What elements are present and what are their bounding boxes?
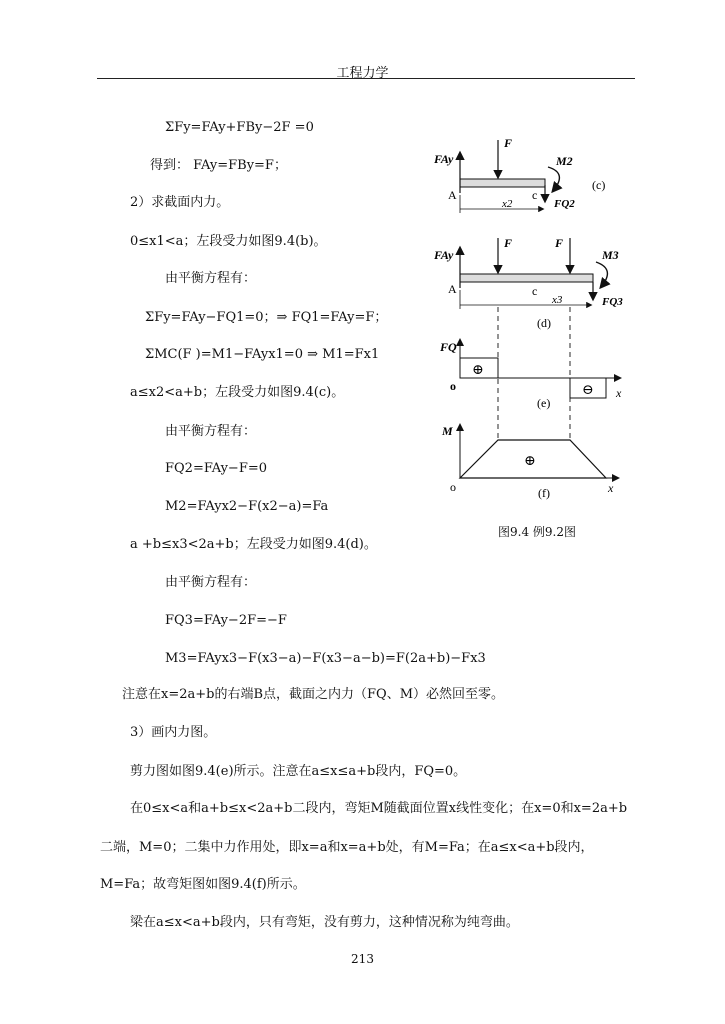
moment-diagram-f xyxy=(441,424,618,500)
plus-sign-f: ⊕ xyxy=(524,454,536,469)
equilibrium-intro: 由平衡方程有： xyxy=(165,271,257,286)
label-A: A xyxy=(448,188,457,202)
label-x2: x2 xyxy=(502,198,513,210)
label-M-axis: M xyxy=(442,424,453,438)
diagram-d xyxy=(433,236,623,330)
page-number: 213 xyxy=(351,952,374,966)
running-header: 工程力学 xyxy=(336,66,389,81)
segment-1-line: 0≤x1<a；左段受力如图9.4(b)。 xyxy=(130,234,327,249)
shear-diagram-text: 剪力图如图9.4(e)所示。注意在a≤x≤a+b段内，FQ=0。 xyxy=(130,764,467,779)
equilibrium-intro: 由平衡方程有： xyxy=(165,575,257,590)
figure-caption: 图9.4 例9.2图 xyxy=(498,525,576,539)
beam-segment-d xyxy=(460,274,593,282)
label-FAy: FAy xyxy=(434,248,454,262)
equation-sum-fy: ΣFy=FAy+FBy−2F =0 xyxy=(165,120,314,135)
pure-bending-line: 梁在a≤x<a+b段内，只有弯矩，没有剪力，这种情况称为纯弯曲。 xyxy=(130,915,519,930)
equation-fq3: FQ3=FAy−2F=−F xyxy=(165,613,287,628)
label-c-panel: (c) xyxy=(592,178,606,192)
moment-arrow xyxy=(548,167,559,191)
diagram-c xyxy=(433,136,605,213)
moment-arrow xyxy=(596,262,607,287)
result-line: 得到： FAy=FBy=F； xyxy=(150,158,287,173)
equilibrium-intro: 由平衡方程有： xyxy=(165,424,257,439)
label-M3: M3 xyxy=(602,248,619,262)
label-f-panel: (f) xyxy=(538,486,550,500)
step-3-heading: 3）画内力图。 xyxy=(130,725,217,740)
note-line: 注意在x=2a+b的右端B点，截面之内力（FQ、M）必然回至零。 xyxy=(122,687,505,702)
segment-3-line: a +b≤x3<2a+b；左段受力如图9.4(d)。 xyxy=(130,537,377,552)
label-x3: x3 xyxy=(552,294,563,306)
label-origin-f: o xyxy=(450,480,456,494)
label-origin-e: o xyxy=(450,379,456,393)
moment-paragraph-line-3: M=Fa；故弯矩图如图9.4(f)所示。 xyxy=(100,877,306,892)
label-F: F xyxy=(504,136,513,150)
segment-2-line: a≤x2<a+b；左段受力如图9.4(c)。 xyxy=(130,385,345,400)
label-FQ2: FQ2 xyxy=(554,198,575,210)
equation-m1: ΣMC(F )=M1−FAyx1=0 ⇒ M1=Fx1 xyxy=(145,347,380,362)
equation-fq2: FQ2=FAy−F=0 xyxy=(165,461,268,476)
equation-fq1: ΣFy=FAy−FQ1=0；⇒ FQ1=FAy=F； xyxy=(145,310,388,325)
label-F1: F xyxy=(504,236,513,250)
figure-9-4 xyxy=(420,135,640,520)
label-FQ3: FQ3 xyxy=(602,296,623,308)
minus-sign-e: ⊖ xyxy=(582,383,594,398)
header-rule xyxy=(97,78,635,79)
label-A: A xyxy=(448,282,457,296)
step-2-heading: 2）求截面内力。 xyxy=(130,195,230,210)
equation-m2: M2=FAyx2−F(x2−a)=Fa xyxy=(165,499,329,514)
label-c: c xyxy=(532,284,538,298)
shear-diagram-e xyxy=(439,340,622,410)
label-e-panel: (e) xyxy=(537,396,551,410)
label-FAy: FAy xyxy=(434,152,454,166)
beam-segment-c xyxy=(460,179,545,187)
moment-paragraph-line-1: 在0≤x<a和a+b≤x<2a+b二段内，弯矩M随截面位置x线性变化；在x=0和x=2a+b xyxy=(130,801,628,816)
label-x-e: x xyxy=(616,386,622,400)
moment-paragraph-line-2: 二端，M=0；二集中力作用处，即x=a和x=a+b处，有M=Fa；在a≤x<a+b段内， xyxy=(100,840,594,855)
plus-sign-e: ⊕ xyxy=(472,363,484,378)
label-F2: F xyxy=(555,236,564,250)
label-d-panel: (d) xyxy=(537,316,551,330)
label-M2: M2 xyxy=(556,154,573,168)
label-x-f: x xyxy=(608,481,614,495)
label-FQ-axis: FQ xyxy=(440,340,457,354)
equation-m3: M3=FAyx3−F(x3−a)−F(x3−a−b)=F(2a+b)−Fx3 xyxy=(165,651,486,666)
label-c: c xyxy=(532,188,538,202)
